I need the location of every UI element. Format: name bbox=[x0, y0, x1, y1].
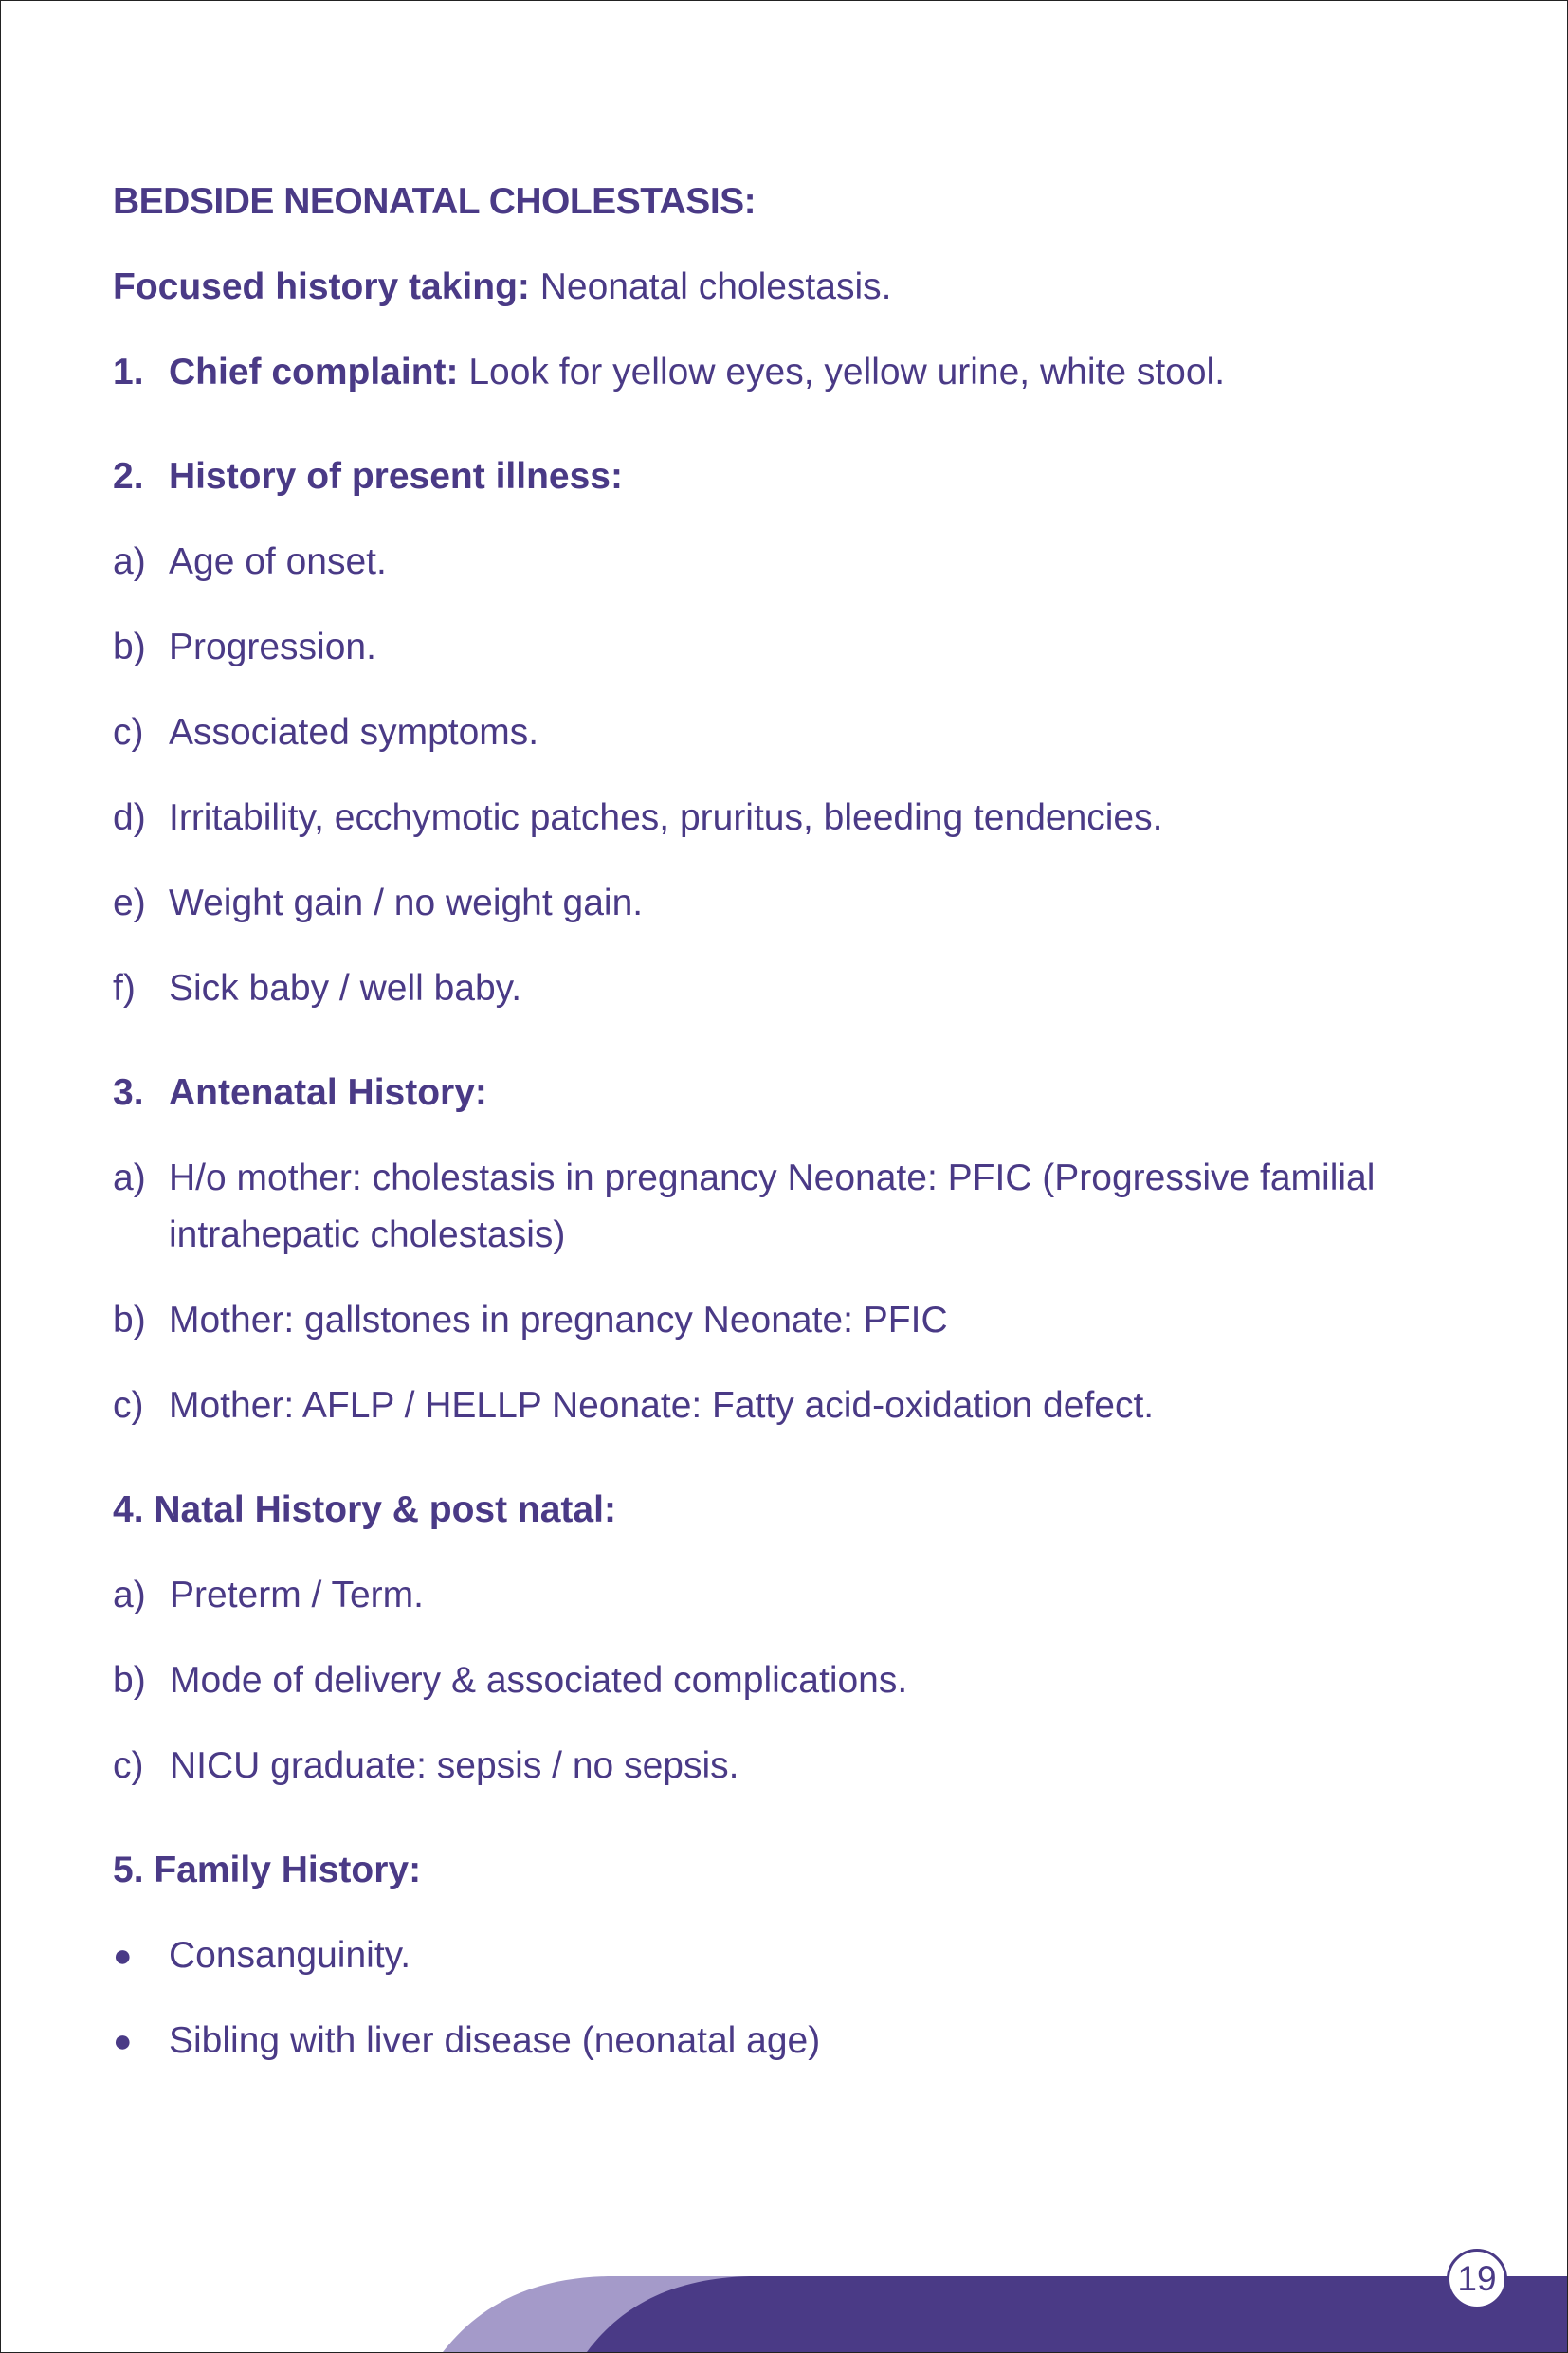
section-number: 2. bbox=[113, 456, 144, 497]
list-item-text: Weight gain / no weight gain. bbox=[169, 883, 644, 923]
list-marker: a) bbox=[113, 541, 146, 582]
list-item bbox=[113, 704, 1459, 761]
chief-complaint-label: Chief complaint: bbox=[169, 352, 459, 392]
section-number: 3. bbox=[113, 1072, 144, 1113]
list-item-text: Mother: gallstones in pregnancy Neonate: PFIC bbox=[169, 1300, 948, 1341]
hpi-heading bbox=[113, 448, 1459, 505]
list-marker: a) bbox=[113, 1575, 146, 1615]
bullet-icon: ● bbox=[113, 1938, 133, 1974]
section-heading: 5. Family History: bbox=[113, 1850, 422, 1890]
list-marker: b) bbox=[113, 1300, 146, 1341]
list-item-text: Preterm / Term. bbox=[170, 1575, 424, 1615]
list-item-text: NICU graduate: sepsis / no sepsis. bbox=[170, 1745, 739, 1786]
chief-complaint-section bbox=[113, 344, 1459, 401]
list-item bbox=[113, 1567, 1459, 1624]
natal-heading bbox=[113, 1482, 1459, 1539]
footer-wave-decoration bbox=[1, 2267, 1567, 2352]
list-item bbox=[113, 1377, 1459, 1434]
focused-history-line bbox=[113, 259, 1459, 316]
list-item-text: H/o mother: cholestasis in pregnancy Neonate: PFIC (Progressive familial intrahepatic cholestasis) bbox=[169, 1158, 1376, 1255]
list-item-text: Mode of delivery & associated complications. bbox=[170, 1660, 908, 1701]
list-item-text: Irritability, ecchymotic patches, pruritus, bleeding tendencies. bbox=[169, 797, 1163, 838]
list-item bbox=[113, 1927, 1459, 1984]
section-heading: 4. Natal History & post natal: bbox=[113, 1489, 616, 1530]
list-marker: c) bbox=[113, 1385, 144, 1426]
chief-complaint-text: Look for yellow eyes, yellow urine, white stool. bbox=[458, 352, 1226, 392]
list-item bbox=[113, 1738, 1459, 1795]
family-heading bbox=[113, 1842, 1459, 1899]
list-item-text: Progression. bbox=[169, 627, 376, 667]
list-item bbox=[113, 1652, 1459, 1709]
bullet-icon: ● bbox=[113, 2023, 133, 2059]
page-number: 19 bbox=[1457, 2259, 1497, 2298]
focused-history-text: Neonatal cholestasis. bbox=[529, 266, 892, 307]
section-heading: History of present illness: bbox=[169, 456, 623, 497]
page-title: BEDSIDE NEONATAL CHOLESTASIS: bbox=[113, 181, 757, 222]
focused-history-label: Focused history taking: bbox=[113, 266, 530, 307]
list-item-text: Age of onset. bbox=[169, 541, 387, 582]
list-item bbox=[113, 534, 1459, 591]
list-item-text: Consanguinity. bbox=[169, 1935, 411, 1976]
list-item bbox=[113, 619, 1459, 676]
antenatal-heading bbox=[113, 1065, 1459, 1122]
page-number-badge bbox=[1447, 2249, 1507, 2309]
list-item bbox=[113, 1150, 1459, 1264]
list-item-text: Sick baby / well baby. bbox=[169, 968, 522, 1009]
section-heading: Antenatal History: bbox=[169, 1072, 487, 1113]
list-item-text: Sibling with liver disease (neonatal age) bbox=[169, 2020, 821, 2061]
footer-wave-dark bbox=[587, 2276, 1567, 2352]
list-item bbox=[113, 875, 1459, 932]
list-marker: b) bbox=[113, 1660, 146, 1701]
list-marker: c) bbox=[113, 1745, 144, 1786]
list-marker: d) bbox=[113, 797, 146, 838]
list-marker: a) bbox=[113, 1158, 146, 1198]
page-content bbox=[113, 173, 1459, 2070]
list-item-text: Associated symptoms. bbox=[169, 712, 539, 753]
list-marker: c) bbox=[113, 712, 144, 753]
list-item bbox=[113, 960, 1459, 1017]
list-item bbox=[113, 2013, 1459, 2070]
list-marker: e) bbox=[113, 883, 146, 923]
list-marker: b) bbox=[113, 627, 146, 667]
list-item bbox=[113, 1292, 1459, 1349]
list-item-text: Mother: AFLP / HELLP Neonate: Fatty acid-oxidation defect. bbox=[169, 1385, 1155, 1426]
list-marker: f) bbox=[113, 968, 136, 1009]
list-item bbox=[113, 790, 1459, 847]
section-number: 1. bbox=[113, 352, 144, 392]
